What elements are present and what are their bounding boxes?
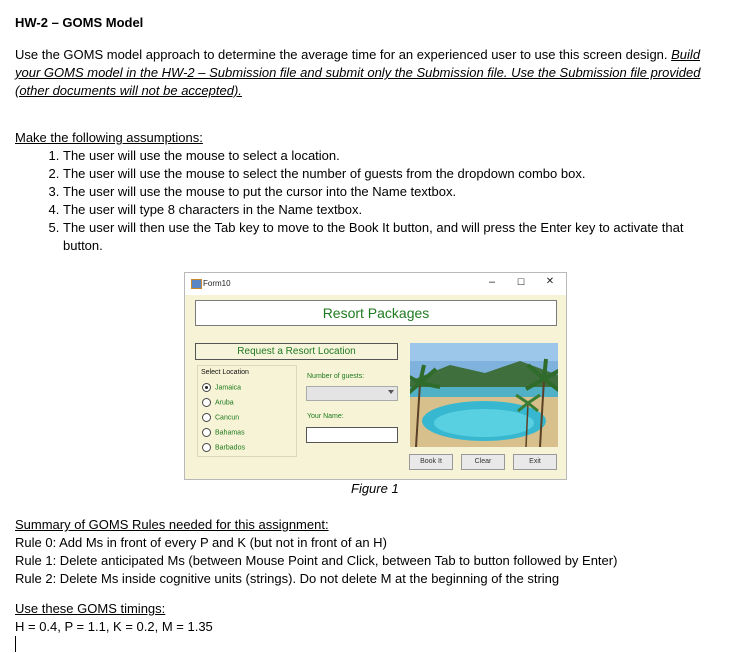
chevron-down-icon	[388, 390, 394, 394]
guests-combo-box[interactable]	[306, 386, 398, 401]
rules-heading: Summary of GOMS Rules needed for this assignment:	[15, 517, 329, 532]
radio-selected-icon	[202, 383, 211, 392]
text-cursor	[15, 636, 16, 652]
radio-label: Barbados	[215, 444, 245, 452]
radio-bahamas[interactable]	[202, 428, 245, 437]
close-icon[interactable]: ✕	[545, 276, 555, 287]
rule-item: Rule 0: Add Ms in front of every P and K (but not in front of an H)	[15, 535, 387, 550]
radio-empty-icon	[202, 413, 211, 422]
assumption-item: 1. The user will use the mouse to select a location.	[63, 147, 725, 165]
radio-label: Cancun	[215, 414, 240, 422]
form-app-icon	[191, 279, 202, 289]
radio-barbados[interactable]	[202, 443, 245, 452]
radio-label: Aruba	[215, 399, 234, 407]
resort-photo-image	[410, 343, 558, 447]
radio-jamaica[interactable]	[202, 383, 241, 392]
assumptions-section	[15, 129, 725, 255]
name-textbox[interactable]	[306, 427, 398, 443]
rule-item: Rule 1: Delete anticipated Ms (between Mouse Point and Click, between Tab to button followed by Enter)	[15, 553, 618, 568]
radio-aruba[interactable]	[202, 398, 234, 407]
name-label: Your Name:	[307, 413, 344, 420]
rule-item: Rule 2: Delete Ms inside cognitive units (strings). Do not delete M at the beginning of the string	[15, 571, 560, 586]
resort-packages-banner: Resort Packages	[195, 300, 557, 326]
clear-button[interactable]: Clear	[461, 454, 505, 470]
minimize-icon[interactable]: –	[488, 276, 496, 288]
guests-label: Number of guests:	[307, 373, 365, 380]
assumption-item: 2. The user will use the mouse to select the number of guests from the dropdown combo box.	[63, 165, 725, 183]
assumptions-heading: Make the following assumptions:	[15, 130, 203, 145]
radio-empty-icon	[202, 428, 211, 437]
resort-photo	[410, 343, 558, 447]
document-title: HW-2 – GOMS Model	[15, 15, 144, 30]
figure-caption: Figure 1	[351, 481, 399, 496]
assumption-item: 3. The user will use the mouse to put the cursor into the Name textbox.	[63, 183, 725, 201]
book-it-button[interactable]: Book It	[409, 454, 453, 470]
window-titlebar	[185, 273, 566, 295]
timings-section	[15, 600, 735, 636]
radio-label: Bahamas	[215, 429, 245, 437]
maximize-icon[interactable]: ☐	[516, 277, 526, 287]
radio-cancun[interactable]	[202, 413, 239, 422]
intro-paragraph	[15, 46, 725, 100]
request-location-button[interactable]: Request a Resort Location	[195, 343, 398, 360]
window-title: Form10	[203, 279, 231, 288]
form-window	[184, 272, 567, 480]
timings-heading: Use these GOMS timings:	[15, 601, 166, 616]
timings-values: H = 0.4, P = 1.1, K = 0.2, M = 1.35	[15, 619, 213, 634]
rules-section	[15, 516, 735, 588]
intro-text: Use the GOMS model approach to determine the average time for an experienced user to use this screen design.	[15, 47, 672, 62]
radio-label: Jamaica	[215, 384, 242, 392]
exit-button[interactable]: Exit	[513, 454, 557, 470]
radio-empty-icon	[202, 398, 211, 407]
assumption-item: 4. The user will type 8 characters in the Name textbox.	[63, 201, 725, 219]
radio-empty-icon	[202, 443, 211, 452]
assumptions-list	[15, 147, 725, 255]
submission-instructions: Build your GOMS model in the HW-2 – Submission file and submit only the Submission file. Use the Submission file provided (other documents will not be accepted).	[15, 47, 701, 98]
select-location-label: Select Location	[201, 369, 249, 376]
assumption-item: 5. The user will then use the Tab key to move to the Book It button, and will press the Enter key to activate that button.	[63, 219, 725, 255]
